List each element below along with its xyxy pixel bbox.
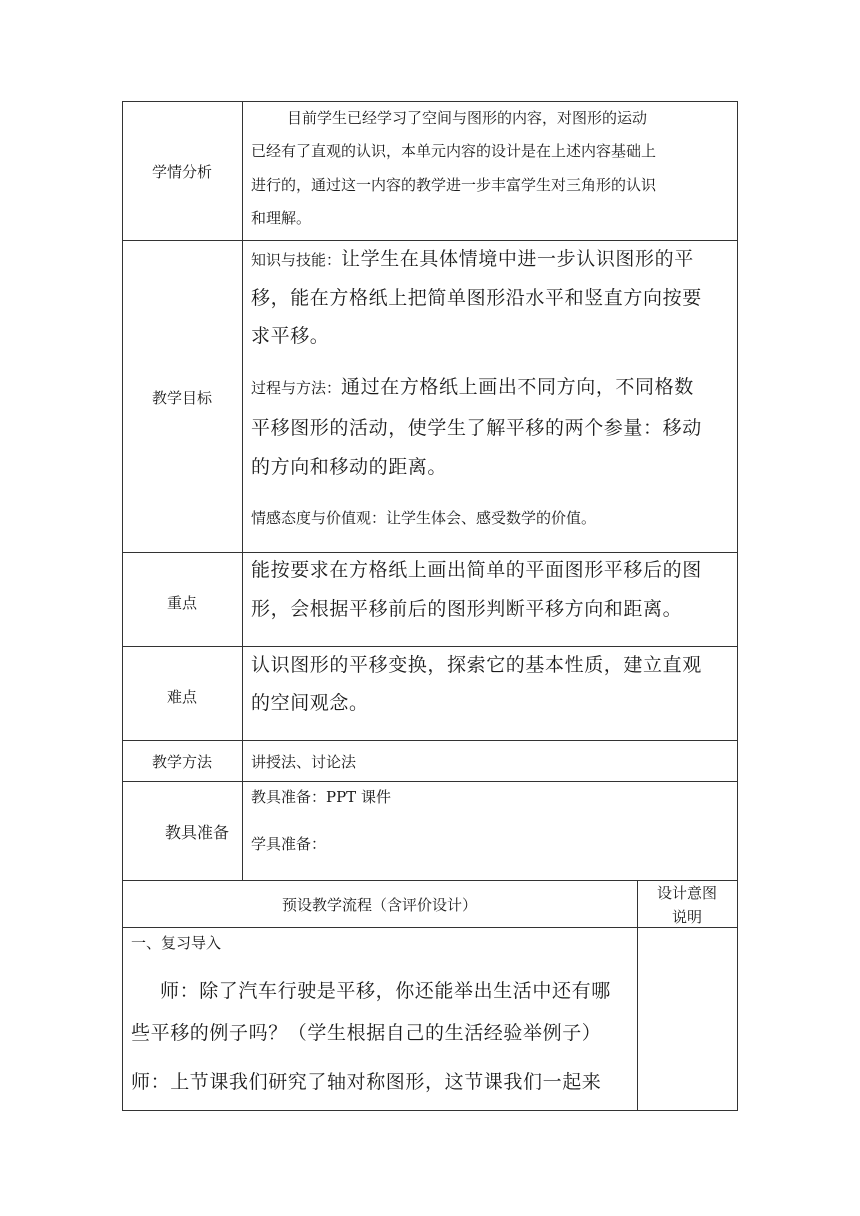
situation-line: 已经有了直观的认识，本单元内容的设计是在上述内容基础上	[251, 142, 657, 160]
row-divider	[122, 552, 738, 553]
table-border-top	[122, 101, 738, 102]
row-divider	[122, 240, 738, 241]
process-text: 通过在方格纸上画出不同方向，不同格数	[341, 376, 694, 398]
knowledge-skills-line	[251, 244, 694, 271]
tools-label: 教具准备	[164, 823, 229, 842]
situation-label: 学情分析	[151, 163, 212, 181]
knowledge-text: 移，能在方格纸上把简单图形沿水平和竖直方向按要	[251, 287, 702, 309]
difficulty-line: 认识图形的平移变换，探索它的基本性质，建立直观	[251, 654, 702, 676]
method-label: 教学方法	[151, 753, 212, 771]
knowledge-prefix: 知识与技能：	[251, 251, 342, 269]
row-divider	[122, 781, 738, 782]
difficulty-label: 难点	[166, 688, 197, 706]
key-point-line: 形，会根据平移前后的图形判断平移方向和距离。	[251, 598, 683, 620]
knowledge-text: 求平移。	[251, 325, 330, 347]
process-prefix: 过程与方法：	[251, 379, 342, 397]
student-tools: 学具准备：	[251, 835, 327, 853]
situation-line: 进行的，通过这一内容的教学进一步丰富学生对三角形的认识	[251, 176, 657, 194]
process-line: 师：上节课我们研究了轴对称图形，这节课我们一起来	[131, 1071, 602, 1093]
teacher-tools: 教具准备：PPT 课件	[251, 788, 391, 806]
label-column-divider	[242, 101, 243, 881]
situation-line: 目前学生已经学习了空间与图形的内容，对图形的运动	[287, 109, 648, 127]
difficulty-line: 的空间观念。	[251, 692, 369, 714]
process-header: 预设教学流程（含评价设计）	[281, 896, 477, 914]
design-intent-header: 设计意图	[656, 884, 717, 902]
process-text: 的方向和移动的距离。	[251, 456, 448, 478]
table-border-bottom	[122, 1110, 738, 1111]
row-divider	[122, 646, 738, 647]
process-methods-line	[251, 372, 694, 399]
process-text: 平移图形的活动，使学生了解平移的两个参量：移动	[251, 417, 702, 439]
method-value: 讲授法、讨论法	[251, 753, 357, 771]
situation-line: 和理解。	[251, 209, 312, 227]
objectives-label: 教学目标	[151, 389, 212, 407]
design-intent-header: 说明	[671, 908, 702, 926]
section-title: 一、复习导入	[131, 934, 222, 952]
emotion-values-line: 情感态度与价值观：让学生体会、感受数学的价值。	[251, 509, 597, 527]
table-border-right	[737, 101, 738, 1111]
row-divider	[122, 880, 738, 881]
row-divider	[122, 927, 738, 928]
process-line: 些平移的例子吗？（学生根据自己的生活经验举例子）	[131, 1022, 602, 1044]
key-point-label: 重点	[166, 594, 197, 612]
knowledge-text: 让学生在具体情境中进一步认识图形的平	[341, 248, 694, 270]
key-point-line: 能按要求在方格纸上画出简单的平面图形平移后的图	[251, 559, 702, 581]
process-line: 师：除了汽车行驶是平移，你还能举出生活中还有哪	[160, 980, 611, 1002]
row-divider	[122, 740, 738, 741]
